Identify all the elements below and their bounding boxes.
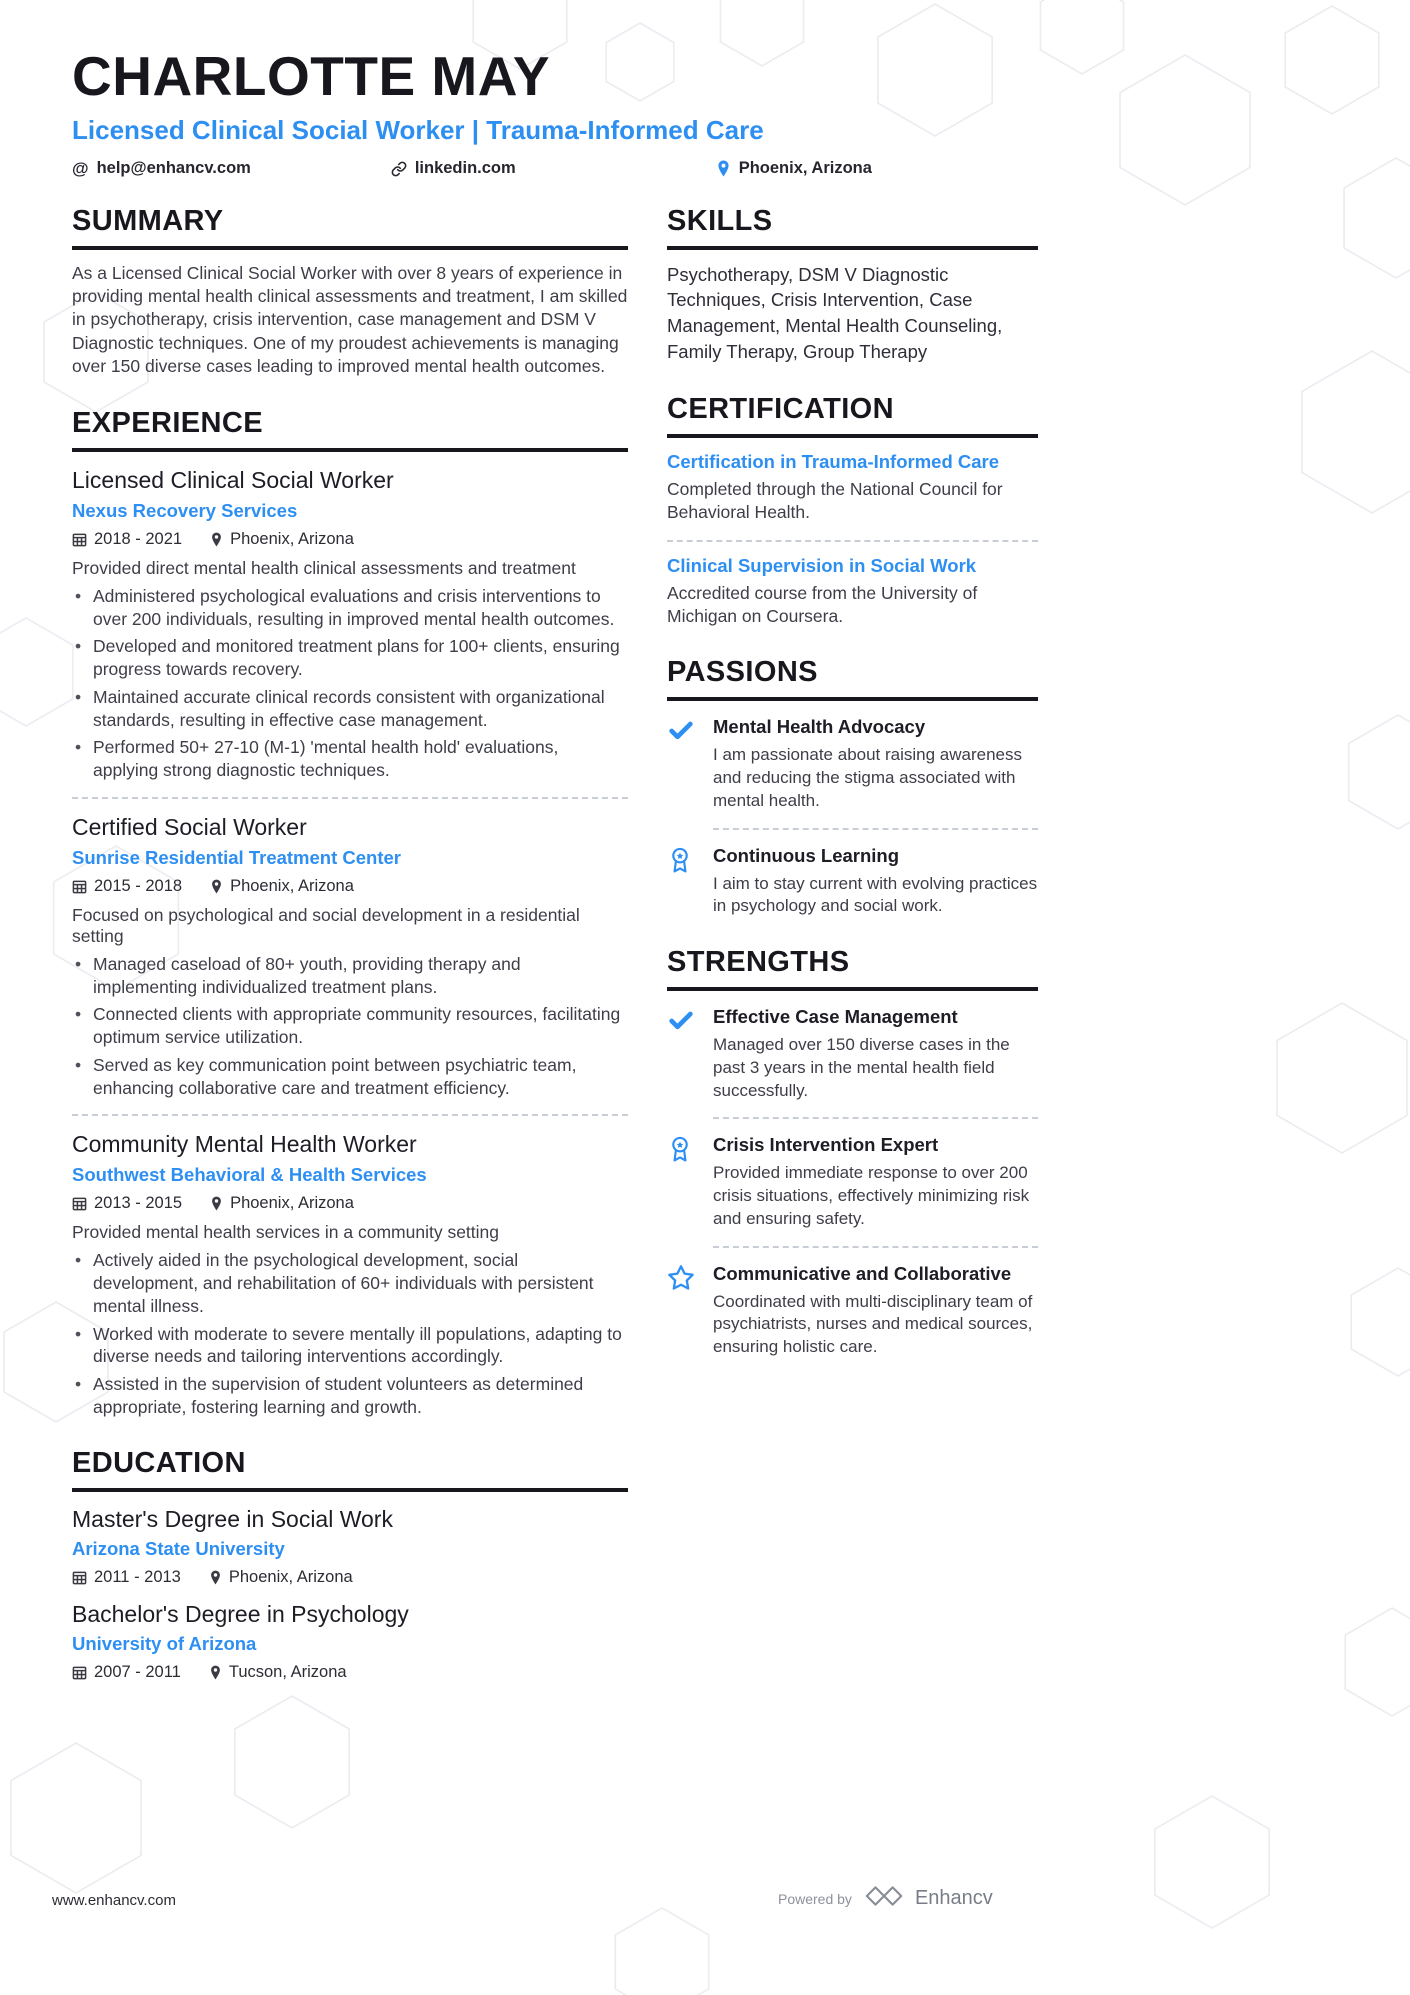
header <box>72 46 1038 179</box>
check-icon <box>667 717 695 745</box>
contact-email-text: help@enhancv.com <box>96 159 251 178</box>
education-heading: EDUCATION <box>72 1447 628 1492</box>
job-dates <box>72 1194 182 1213</box>
job-entry <box>72 467 628 799</box>
strength-description: Provided immediate response to over 200 crisis situations, effectively minimizing risk and ensuring safety. <box>713 1163 1030 1228</box>
passion-title: Continuous Learning <box>713 844 900 866</box>
location-icon <box>210 532 223 547</box>
strength-title: Crisis Intervention Expert <box>713 1134 939 1156</box>
bullet-item: • Administered psychological evaluations and crisis interventions to over 200 individuals, resulting in improved mental health outcomes. <box>72 585 628 631</box>
job-entry <box>72 814 628 1117</box>
strength-description: Coordinated with multi-disciplinary team of psychiatrists, nurses and medical sources, ensuring holistic care. <box>713 1291 1033 1357</box>
job-dates-text: 2015 - 2018 <box>94 876 183 895</box>
passion-item <box>667 845 1038 919</box>
job-company-link[interactable]: Sunrise Residential Treatment Center <box>72 846 401 868</box>
job-meta-row <box>72 1194 628 1213</box>
job-title: Certified Social Worker <box>72 813 307 840</box>
strength-item <box>667 1006 1038 1119</box>
location-icon <box>210 879 223 894</box>
job-dates-text: 2013 - 2015 <box>94 1194 183 1213</box>
strength-item <box>667 1263 1038 1359</box>
medal-icon <box>667 1135 695 1163</box>
experience-section <box>72 407 628 1419</box>
degree-meta-row <box>72 1568 628 1587</box>
strengths-section <box>667 946 1038 1359</box>
passion-title: Mental Health Advocacy <box>713 716 926 738</box>
experience-heading: EXPERIENCE <box>72 407 628 452</box>
passion-description: I aim to stay current with evolving practices in psychology and social work. <box>713 873 1038 916</box>
certification-title-link[interactable]: Clinical Supervision in Social Work <box>667 554 977 576</box>
bullet-item: • Connected clients with appropriate community resources, facilitating optimum service utilization. <box>72 1003 628 1049</box>
job-dates <box>72 877 182 896</box>
location-icon <box>716 160 731 177</box>
certification-item <box>667 555 1038 629</box>
job-location <box>210 877 354 896</box>
certification-item <box>667 451 1038 542</box>
skills-text: Psychotherapy, DSM V Diagnostic Techniques, Crisis Intervention, Case Management, Mental Health Counseling, Family Therapy, Group Therapy <box>667 263 1003 363</box>
degree-location-text: Phoenix, Arizona <box>228 1567 353 1586</box>
job-bullets <box>72 1249 628 1418</box>
degree-school-link[interactable]: Arizona State University <box>72 1537 285 1559</box>
link-icon <box>391 161 407 177</box>
certification-description: Accredited course from the University of Michigan on Coursera. <box>667 582 978 626</box>
degree-title: Master's Degree in Social Work <box>72 1505 393 1532</box>
location-icon <box>209 1665 222 1680</box>
job-meta-row <box>72 530 628 549</box>
job-entry <box>72 1131 628 1418</box>
bullet-item: • Managed caseload of 80+ youth, providing therapy and implementing individualized treatment plans. <box>72 953 628 999</box>
certification-description: Completed through the National Council for Behavioral Health. <box>667 479 1003 523</box>
bullet-item: • Performed 50+ 27-10 (M-1) 'mental health hold' evaluations, applying strong diagnostic techniques. <box>72 736 628 782</box>
degree-entry <box>72 1506 628 1587</box>
summary-text: As a Licensed Clinical Social Worker with over 8 years of experience in providing mental health clinical assessments and treatment, I am skilled in psychotherapy, crisis intervention, case management and DSM V Diagnostic techniques. One of my proudest achievements is managing over 150 diverse cases leading to improved mental health outcomes. <box>72 262 628 377</box>
degree-entry <box>72 1601 628 1682</box>
email-icon: @ <box>72 158 89 178</box>
job-location-text: Phoenix, Arizona <box>230 1194 354 1213</box>
passions-section <box>667 656 1038 918</box>
degree-location-text: Tucson, Arizona <box>228 1662 347 1681</box>
job-title: Licensed Clinical Social Worker <box>72 466 394 493</box>
strength-description: Managed over 150 diverse cases in the past 3 years in the mental health field successfully. <box>713 1035 1010 1100</box>
certification-title-link[interactable]: Certification in Trauma-Informed Care <box>667 451 1000 473</box>
job-meta-row <box>72 877 628 896</box>
section-divider <box>72 797 628 799</box>
bullet-item: • Served as key communication point between psychiatric team, enhancing collaborative care and treatment efficiency. <box>72 1054 628 1100</box>
section-divider <box>713 828 1038 830</box>
contact-linkedin-text: linkedin.com <box>414 159 516 178</box>
star-icon <box>667 1264 695 1292</box>
job-company-link[interactable]: Southwest Behavioral & Health Services <box>72 1164 427 1186</box>
section-divider <box>713 1246 1038 1248</box>
bullet-item: • Maintained accurate clinical records consistent with organizational standards, resulting in effective case management. <box>72 686 628 732</box>
job-summary: Provided mental health services in a community setting <box>72 1222 500 1243</box>
job-location <box>210 530 354 549</box>
degree-dates-text: 2007 - 2011 <box>94 1662 181 1681</box>
degree-school-link[interactable]: University of Arizona <box>72 1632 257 1654</box>
calendar-icon <box>72 1570 87 1585</box>
left-column <box>72 205 628 1710</box>
bullet-item: • Worked with moderate to severe mentally ill populations, adapting to diverse needs and tailoring interventions accordingly. <box>72 1323 628 1369</box>
two-column-layout <box>72 205 1038 1710</box>
job-location <box>210 1194 354 1213</box>
job-company-link[interactable]: Nexus Recovery Services <box>72 499 298 521</box>
enhancv-logo-icon <box>864 1884 906 1913</box>
summary-section <box>72 205 628 379</box>
right-column <box>667 205 1038 1710</box>
location-icon <box>209 1570 222 1585</box>
section-divider <box>667 540 1038 542</box>
footer-site-link[interactable]: www.enhancv.com <box>52 1892 176 1909</box>
powered-by-label: Powered by <box>778 1890 852 1907</box>
skills-heading: SKILLS <box>667 205 1038 250</box>
degree-title: Bachelor's Degree in Psychology <box>72 1600 409 1627</box>
strength-title: Effective Case Management <box>713 1006 958 1028</box>
strength-title: Communicative and Collaborative <box>713 1262 1012 1284</box>
strengths-heading: STRENGTHS <box>667 946 1038 991</box>
medal-icon <box>667 846 695 874</box>
calendar-icon <box>72 1665 87 1680</box>
calendar-icon <box>72 532 87 547</box>
passion-description: I am passionate about raising awareness and reducing the stigma associated with mental health. <box>713 745 1023 810</box>
certification-heading: CERTIFICATION <box>667 393 1038 438</box>
job-summary: Provided direct mental health clinical assessments and treatment <box>72 557 576 578</box>
page-content <box>72 46 1038 1710</box>
job-summary: Focused on psychological and social development in a residential setting <box>72 904 580 946</box>
degree-meta-row <box>72 1663 628 1682</box>
contact-location-text: Phoenix, Arizona <box>738 159 872 178</box>
certification-section <box>667 393 1038 628</box>
enhancv-brand-link[interactable] <box>864 1884 993 1913</box>
contact-location <box>716 159 872 178</box>
bullet-item: • Assisted in the supervision of student volunteers as determined appropriate, fostering learning and growth. <box>72 1373 628 1419</box>
contact-email[interactable] <box>72 159 251 179</box>
contact-row <box>72 159 1038 179</box>
enhancv-brand-text: Enhancv <box>914 1887 993 1909</box>
degree-dates <box>72 1663 181 1682</box>
job-dates <box>72 530 182 549</box>
education-section <box>72 1447 628 1682</box>
section-divider <box>72 1114 628 1116</box>
location-icon <box>210 1196 223 1211</box>
footer-powered-by <box>778 1884 993 1913</box>
section-divider <box>713 1117 1038 1119</box>
calendar-icon <box>72 1196 87 1211</box>
calendar-icon <box>72 879 87 894</box>
footer <box>0 1880 1410 1924</box>
job-location-text: Phoenix, Arizona <box>230 529 354 548</box>
passion-item <box>667 716 1038 829</box>
skills-section <box>667 205 1038 366</box>
degree-location <box>209 1568 353 1587</box>
passions-heading: PASSIONS <box>667 656 1038 701</box>
job-title: Community Mental Health Worker <box>72 1131 417 1158</box>
degree-location <box>209 1663 347 1682</box>
candidate-name: CHARLOTTE MAY <box>72 45 551 107</box>
strength-item <box>667 1134 1038 1247</box>
summary-heading: SUMMARY <box>72 205 628 250</box>
job-dates-text: 2018 - 2021 <box>94 529 183 548</box>
degree-dates <box>72 1568 181 1587</box>
job-bullets <box>72 585 628 782</box>
degree-dates-text: 2011 - 2013 <box>94 1567 181 1586</box>
bullet-item: • Developed and monitored treatment plans for 100+ clients, ensuring progress towards recovery. <box>72 635 628 681</box>
check-icon <box>667 1007 695 1035</box>
contact-linkedin[interactable] <box>391 159 516 178</box>
bullet-item: • Actively aided in the psychological development, social development, and rehabilitation of 60+ individuals with persistent mental illness. <box>72 1249 628 1317</box>
job-location-text: Phoenix, Arizona <box>230 876 354 895</box>
job-bullets <box>72 953 628 1100</box>
candidate-headline: Licensed Clinical Social Worker | Trauma-Informed Care <box>72 114 764 145</box>
